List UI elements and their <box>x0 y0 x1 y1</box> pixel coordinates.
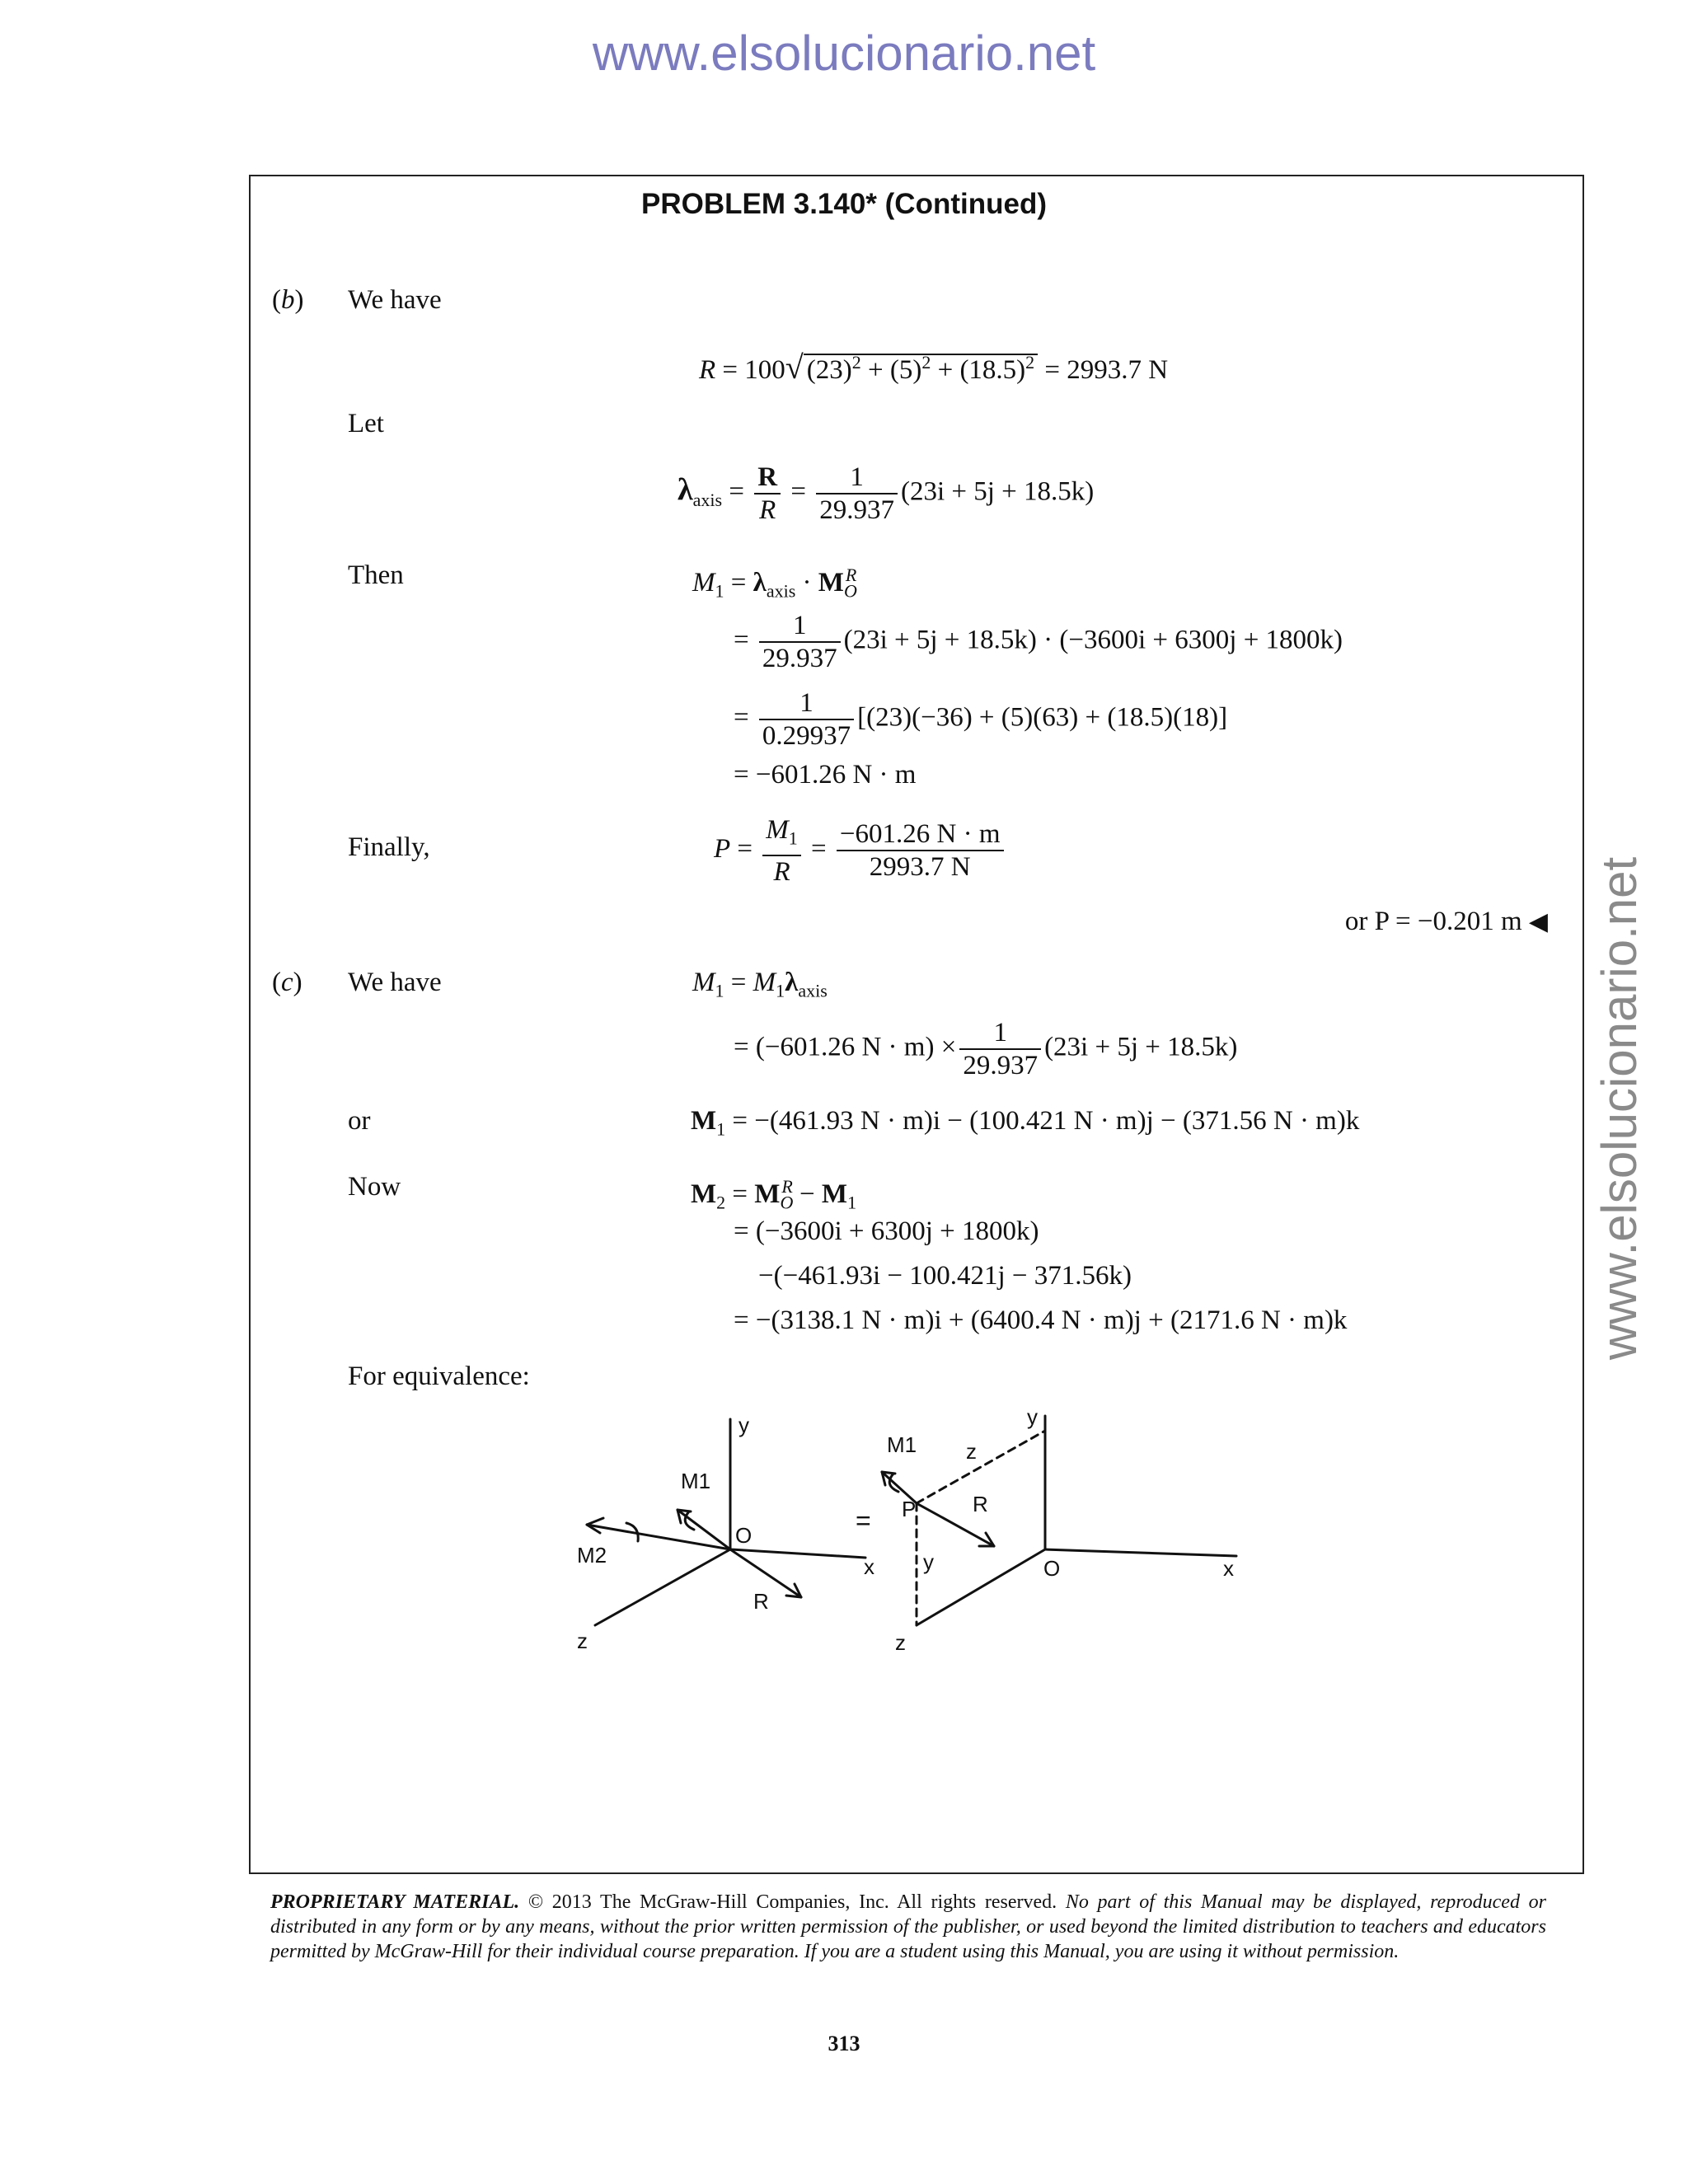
right-z-label: z <box>895 1630 906 1655</box>
part-c-or: or <box>348 1106 371 1136</box>
m1-expanded-eq: = $\frac{1}{0.29937}$ [(23)(−36) + (5)(63) + (18.5)(18)] <box>734 688 1228 751</box>
right-y-label: y <box>1027 1404 1038 1429</box>
part-b-we-have: We have <box>348 285 442 315</box>
proprietary-footer: PROPRIETARY MATERIAL. © 2013 The McGraw-Hill Companies, Inc. All rights reserved. No part of this Manual may be displayed, reproduced or distributed in any form or by any means, without the prior written permission of the publisher, or used beyond the limited distribution to teachers and educators permitted by McGraw-Hill for their individual course preparation. If you are a student using this Manual, you are using it without permission. <box>270 1891 1546 1962</box>
m2-line4: = −(3138.1 N · m)i + (6400.4 N · m)j + (2171.6 N · m)k <box>734 1305 1348 1335</box>
watermark-side: www.elsolucionario.net <box>1592 856 1647 1361</box>
part-c-label: (c) <box>272 968 302 997</box>
right-m1-label: M1 <box>887 1432 917 1457</box>
part-b-then: Then <box>348 560 404 590</box>
m1-definition-eq: $M_1 = \lambda_{axis} \cdot M_O^R$ <box>692 565 857 602</box>
m2-line2: = (−3600i + 6300j + 1800k) <box>734 1216 1039 1246</box>
m1-result: = −601.26 N · m <box>734 760 917 790</box>
right-y-dim-label: y <box>923 1549 934 1574</box>
right-z-dim-label: z <box>966 1439 977 1464</box>
problem-title: PROBLEM 3.140* (Continued) <box>641 188 1047 220</box>
right-r-label: R <box>973 1492 988 1516</box>
left-x-label: x <box>864 1554 874 1579</box>
part-b-label: (b) <box>272 285 304 315</box>
part-c-we-have: We have <box>348 968 442 997</box>
watermark-top: www.elsolucionario.net <box>592 26 1096 81</box>
lambda-axis-eq: $\lambda_{axis}$ = $\frac{R}{R}$ = $\frac{1}{29.937}$ (23i + 5j + 18.5k) <box>678 462 1095 525</box>
part-c-for-equivalence: For equivalence: <box>348 1361 530 1391</box>
part-c-now: Now <box>348 1172 401 1202</box>
left-z-label: z <box>577 1629 588 1653</box>
left-m2-label: M2 <box>577 1543 607 1568</box>
page-number: 313 <box>828 2032 860 2055</box>
right-x-label: x <box>1223 1556 1234 1581</box>
part-b-finally: Finally, <box>348 832 430 862</box>
pitch-eq: P = $\frac{M_1}{R}$ = $\frac{-601.26 N \cdot m}{2993.7 N}$ <box>714 814 1007 888</box>
left-m1-label: M1 <box>681 1469 711 1493</box>
left-origin-label: O <box>735 1523 753 1548</box>
m1-lambda-eq: $M_1 = M_1\lambda_{axis}$ <box>692 968 828 1001</box>
right-p-label: P <box>902 1497 917 1521</box>
m2-definition-eq: $M_2 = M_O^R - M_1$ <box>691 1176 857 1213</box>
resultant-magnitude-eq: R = 100√ $(23)^2 + (5)^2 + (18.5)^2 = 2993.7$ N <box>699 349 1169 386</box>
m1-vector-product-eq: = (−601.26 N · m) × $\frac{1}{29.937}$ (23i + 5j + 18.5k) <box>734 1018 1238 1080</box>
m1-dot-product-eq: = $\frac{1}{29.937}$ (23i + 5j + 18.5k) · (−3600i + 6300j + 1800k) <box>734 611 1343 673</box>
equals-sign: = <box>856 1506 871 1535</box>
left-y-label: y <box>738 1413 749 1437</box>
m2-line3: −(−461.93i − 100.421j − 371.56k) <box>758 1261 1132 1291</box>
left-r-label: R <box>753 1589 769 1614</box>
right-origin-label: O <box>1043 1556 1061 1581</box>
m1-vector-eq: $M_1 = -(461.93$ N · m)i − (100.421 N · m)j − (371.56 N · m)k <box>691 1106 1360 1140</box>
pitch-answer: or P = −0.201 m ◀ <box>1344 907 1548 936</box>
part-b-let: Let <box>348 409 384 438</box>
